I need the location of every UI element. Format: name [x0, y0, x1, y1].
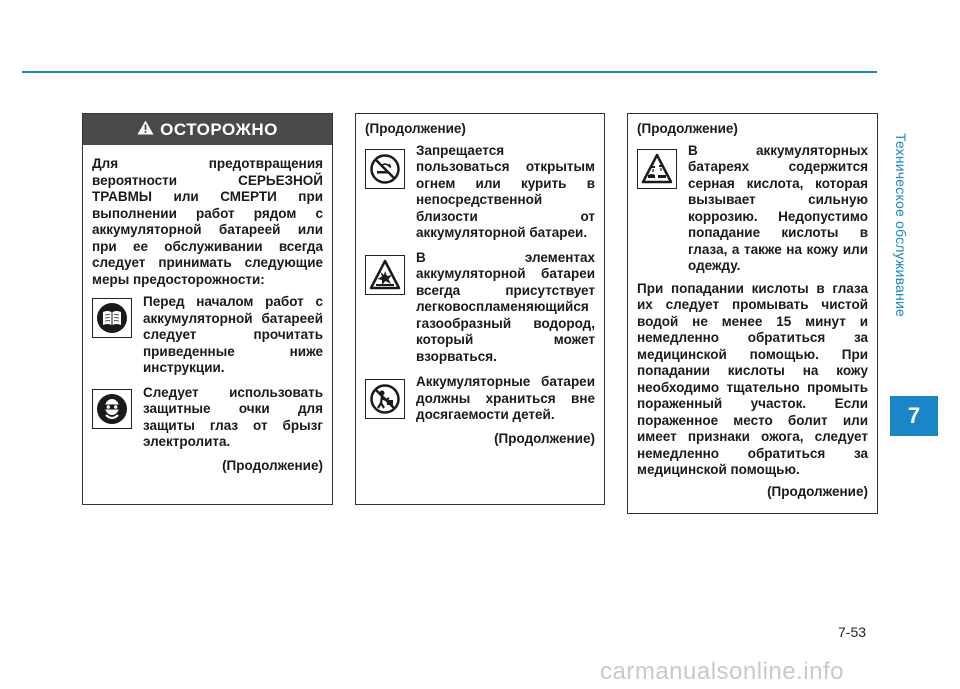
list-item-text: В аккумуляторных батареях содержится серная кислота, которая вызывает сильную коррозию. Недопустимо попадание кислоты в глаза, а также на кожу или одежду.: [688, 142, 868, 273]
warning-title: ОСТОРОЖНО: [160, 119, 278, 139]
continued-label: (Продолжение): [494, 430, 595, 446]
warning-header: [83, 114, 332, 145]
warning-box: [82, 113, 333, 505]
acid-corrosion-icon: [637, 149, 677, 189]
warning-intro: Для предотвращения вероятности СЕРЬЕЗНОЙ ТРАВМЫ или СМЕРТИ при выполнении работ рядом с аккумуляторной батареей или при ее обслуживании всегда следует принимать следующие меры предосторожности:: [92, 156, 323, 287]
continued-top-label: (Продолжение): [637, 121, 738, 136]
list-item: [83, 294, 332, 377]
continued-top-label: (Продолжение): [365, 121, 466, 136]
explosion-icon: [365, 255, 405, 295]
list-item-text: В элементах аккумуляторной батареи всегда присутствует легковоспламеняющийся газообразный водород, который может взорваться.: [416, 249, 595, 364]
warning-box-continued: [355, 113, 605, 505]
continued-label: (Продолжение): [767, 483, 868, 499]
acid-first-aid-paragraph: При попадании кислоты в глаза их следует промывать чистой водой не менее 15 минут и немедленно обратиться за медицинской помощью. При попадании кислоты на кожу необходимо тщательно промыть пораженный участок. Если пораженное место болит или имеет признаки ожога, следует немедленно обратиться за медицинской помощью.: [637, 280, 868, 477]
list-item-text: Аккумуляторные батареи должны храниться вне досягаемости детей.: [416, 374, 595, 422]
list-item: [356, 143, 604, 242]
list-item: [628, 143, 877, 275]
list-item: [83, 385, 332, 451]
watermark: carmanualsonline.info: [600, 658, 844, 685]
page-number: 7-53: [838, 624, 867, 640]
list-item: [356, 250, 604, 366]
list-item-text: Запрещается пользоваться открытым огнем или курить в непосредственной близости от аккумуляторной батареи.: [416, 142, 595, 240]
book-icon: [92, 298, 132, 338]
list-item: [356, 374, 604, 424]
keep-children-away-icon: [365, 379, 405, 419]
top-rule: [22, 71, 877, 73]
warning-triangle-icon: [137, 120, 154, 139]
continued-label: (Продолжение): [222, 457, 323, 473]
section-title-vertical: Техническое обслуживание: [893, 133, 909, 317]
list-item-text: Следует использовать защитные очки для защиты глаз от брызг электролита.: [143, 384, 323, 449]
goggles-icon: [92, 389, 132, 429]
no-smoking-icon: [365, 149, 405, 189]
chapter-tab: 7: [890, 396, 938, 436]
list-item-text: Перед началом работ с аккумуляторной батареей следует прочитать приведенные ниже инструкции.: [143, 294, 323, 375]
warning-box-continued: [627, 113, 878, 514]
